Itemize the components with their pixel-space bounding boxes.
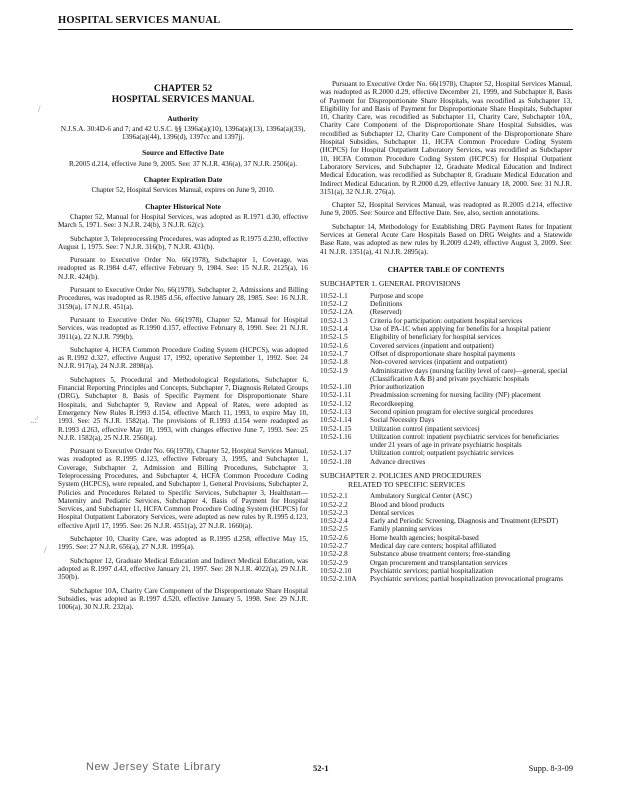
history-paragraph: Pursuant to Executive Order No. 66(1978), Chapter 52, Hospital Services Manual, was readopted as R.1995 d.123, effective February 3, 1995, and Subchapter 1, Coverage, Subchapter 2, Admission and Billing Procedures, Subchapter 3, Teleprocessing Procedures, and Subchapter 4, HCFA Common Procedure Coding System (HCPCS), were repealed, and Subchapter 1, General Provisions, Subchapter 2, Policies and Procedures Related to Specific Services, Subchapter 3, Healthstart—Maternity and Pediatric Services, Subchapter 4, Basis of Payment for Hospital Services, and Subchapter 11, HCFA Common Procedure Coding System (HCPCS) for Hospital Outpatient Laboratory Services, were adopted as new rules by R.1995 d.123, effective April 17, 1995. See: 26 N.J.R. 4551(a), 27 N.J.R. 1660(a). (58, 447, 308, 530)
toc-section-title: Social Necessity Days (370, 416, 435, 425)
toc-entry (320, 509, 572, 517)
toc-section-title: Criteria for participation: outpatient hospital services (370, 316, 523, 325)
history-heading: Chapter Historical Note (145, 201, 221, 211)
toc-section-number: 10:52-2.9 (320, 558, 348, 567)
toc-heading: CHAPTER TABLE OF CONTENTS (387, 264, 505, 274)
toc-entry (320, 501, 572, 509)
toc-section-title: Eligibility of beneficiary for hospital services (370, 333, 501, 342)
toc-section-title: Advance directives (370, 457, 426, 466)
toc-entry (320, 400, 572, 408)
toc-entry (320, 383, 572, 391)
margin-mark: / (38, 104, 41, 114)
toc-entry (320, 517, 572, 525)
toc-section-number: 10:52-2.4 (320, 517, 348, 526)
toc-entry (320, 408, 572, 416)
toc-section-number: 10:52-1.4 (320, 325, 348, 334)
toc-entry (320, 559, 572, 567)
toc-section-title: Administrative days (nursing facility level of care)—general, special (Classification A & B) and private psychiatric hospitals (370, 366, 568, 383)
history-paragraph: Subchapter 12, Graduate Medical Education and Indirect Medical Education, was adopted as R.1997 d.43, effective January 21, 1997. See: 28 N.J.R. 4022(a), 29 N.J.R. 350(b). (58, 556, 308, 582)
subchapter-title-continued: RELATED TO SPECIFIC SERVICES (348, 479, 466, 489)
subchapter-title: SUBCHAPTER 2. POLICIES AND PROCEDURES (320, 471, 482, 481)
toc-section-number: 10:52-1.8 (320, 358, 348, 367)
toc-section-title: Prior authorization (370, 383, 425, 392)
toc-section-number: 10:52-1.3 (320, 316, 348, 325)
toc-section-number: 10:52-1.2A (320, 308, 353, 317)
toc-entry (320, 449, 572, 457)
history-paragraph: Chapter 52, Manual for Hospital Services, was adopted as R.1971 d.30, effective March 5, 1971. See: 3 N.J.R. 24(b), 3 N.J.R. 62(c). (58, 212, 308, 230)
toc-section-title: Blood and blood products (370, 500, 445, 509)
toc-entry (320, 525, 572, 533)
toc-section-title: Home health agencies; hospital-based (370, 533, 479, 542)
toc-section-title: Second opinion program for elective surgical procedures (370, 407, 534, 416)
toc-section-title: Psychiatric services; partial hospitalization (370, 566, 494, 575)
history-paragraph: Subchapters 5, Procedural and Methodological Regulations, Subchapter 6, Financial Reporting Principles and Concepts, Subchapter 7, Diagnosis Related Groups (DRG), Subchapter 8, Basis of Specific Payment for Disproportionate Share Hospitals, and Subchapter 9, Review and Appeal of Rates, were adopted as Emergency New Rules R.1993 d.154, effective March 11, 1993, to expire May 10, 1993. See: 25 N.J.R. 1582(a). The provisions of R.1993 d.154 were readopted as R.1993 d.263, effective May 10, 1993, with changes effective June 7, 1993. See: 25 N.J.R. 1582(a), 25 N.J.R. 2560(a). (58, 375, 308, 442)
toc-section-number: 10:52-1.15 (320, 424, 352, 433)
toc-section-number: 10:52-2.8 (320, 550, 348, 559)
toc-section-title: (Reserved) (370, 308, 402, 317)
toc-section-number: 10:52-1.7 (320, 349, 348, 358)
toc-section-title: Covered services (inpatient and outpatient) (370, 341, 494, 350)
toc-section-number: 10:52-1.5 (320, 333, 348, 342)
toc-entry (320, 367, 572, 384)
toc-entry (320, 425, 572, 433)
toc-section-title: Utilization control: inpatient psychiatric services for beneficiaries under 21 years of age in private psychiatric hospitals (370, 432, 559, 450)
history-paragraph: Subchapter 10A, Charity Care Component of the Disproportionate Share Hospital Subsidies, was adopted as R.1997 d.520, effective January 5, 1998. See: 29 N.J.R. 1006(a), 30 N.J.R. 232(a). (58, 586, 308, 612)
toc-entry (320, 391, 572, 399)
toc-entry (320, 550, 572, 558)
toc-entry (320, 308, 572, 316)
library-stamp: New Jersey State Library (86, 761, 221, 773)
toc-section-number: 10:52-2.5 (320, 525, 348, 534)
toc-section-title: Family planning services (370, 525, 443, 534)
toc-entry (320, 300, 572, 308)
toc-section-number: 10:52-1.12 (320, 399, 352, 408)
toc-entry (320, 433, 572, 450)
toc-entry (320, 317, 572, 325)
page-number: 52-1 (313, 763, 329, 773)
toc-section-title: Preadmission screening for nursing facility (NF) placement (370, 391, 541, 400)
chapter-title: HOSPITAL SERVICES MANUAL (111, 95, 255, 106)
toc-entry (320, 534, 572, 542)
running-head: HOSPITAL SERVICES MANUAL (58, 15, 573, 30)
toc-section-number: 10:52-1.13 (320, 407, 352, 416)
toc-section-number: 10:52-2.10 (320, 566, 352, 575)
toc-section-number: 10:52-1.9 (320, 366, 348, 375)
toc-entry (320, 342, 572, 350)
toc-section-number: 10:52-1.6 (320, 341, 348, 350)
toc-section-title: Utilization control; outpatient psychiatric services (370, 449, 514, 458)
toc-section-title: Ambulatory Surgical Center (ASC) (370, 492, 472, 501)
section-heading: Chapter Expiration Date (143, 175, 223, 185)
toc-section-title: Offset of disproportionate share hospital payments (370, 349, 516, 358)
toc-section-number: 10:52-1.17 (320, 449, 352, 458)
toc-entry (320, 416, 572, 424)
toc-section-number: 10:52-2.6 (320, 533, 348, 542)
table-of-contents (320, 280, 572, 583)
supplement-date: Supp. 8-3-09 (528, 763, 573, 773)
toc-section-title: Utilization control (inpatient services) (370, 424, 480, 433)
toc-section-title: Substance abuse treatment centers; free-standing (370, 550, 511, 559)
toc-section-number: 10:52-2.2 (320, 500, 348, 509)
section-body: N.J.S.A. 30:4D-6 and 7; and 42 U.S.C. §§ 1396a(a)(10), 1396a(a)(13), 1396a(a)(33), 1396a(a)(44), 1396(d), 1397cc and 1397jj. (60, 124, 306, 142)
toc-section-title: Psychiatric services; partial hospitalization prevocational programs (370, 575, 564, 584)
toc-entry (320, 292, 572, 300)
margin-mark: ..:' (30, 415, 39, 425)
toc-entry (320, 350, 572, 358)
toc-entry (320, 333, 572, 341)
toc-section-title: Early and Periodic Screening, Diagnosis and Treatment (EPSDT) (370, 517, 559, 526)
toc-section-title: Use of PA-1C when applying for benefits for a hospital patient (370, 325, 551, 334)
toc-section-title: Non-covered services (inpatient and outpatient) (370, 358, 507, 367)
toc-section-number: 10:52-1.14 (320, 416, 352, 425)
section-heading: Authority (167, 113, 199, 123)
toc-section-title: Definitions (370, 300, 403, 309)
history-paragraph: Subchapter 14, Methodology for Establishing DRG Payment Rates for Inpatient Services at General Acute Care Hospitals Based on DRG Weights and a Statewide Base Rate, was adopted as new rules by R.2009 d.249, effective August 3, 2009. See: 41 N.J.R. 1351(a), 41 N.J.R. 2895(a). (320, 222, 572, 256)
toc-entry (320, 325, 572, 333)
toc-section-number: 10:52-2.1 (320, 492, 348, 501)
toc-section-number: 10:52-1.18 (320, 457, 352, 466)
toc-section-number: 10:52-1.1 (320, 291, 348, 300)
section-heading: Source and Effective Date (142, 148, 224, 158)
margin-mark: / (44, 545, 47, 555)
toc-entry (320, 458, 572, 466)
toc-entry (320, 358, 572, 366)
section-body: Chapter 52, Hospital Services Manual, expires on June 9, 2010. (91, 186, 275, 195)
toc-entry (320, 575, 572, 583)
toc-section-number: 10:52-1.10 (320, 383, 352, 392)
toc-section-number: 10:52-1.16 (320, 432, 352, 441)
subchapter-title: SUBCHAPTER 1. GENERAL PROVISIONS (320, 279, 461, 289)
right-column (320, 80, 572, 584)
toc-section-number: 10:52-2.3 (320, 508, 348, 517)
toc-section-title: Medical day care centers; hospital affiliated (370, 542, 496, 551)
chapter-number: CHAPTER 52 (153, 84, 213, 94)
history-paragraph: Pursuant to Executive Order No. 66(1978), Chapter 52, Manual for Hospital Services, was readopted as R.1990 d.157, effective February 8, 1990. See: 21 N.J.R. 3911(a), 22 N.J.R. 799(b). (58, 315, 308, 341)
toc-section-title: Dental services (370, 508, 415, 517)
toc-section-number: 10:52-1.11 (320, 391, 352, 400)
subchapter-heading (320, 280, 572, 289)
subchapter-heading (320, 472, 572, 489)
toc-entry (320, 492, 572, 500)
history-paragraph: Subchapter 4, HCFA Common Procedure Coding System (HCPCS), was adopted as R.1992 d.327, effective August 17, 1992, operative September 1, 1992. See: 24 N.J.R. 917(a), 24 N.J.R. 2898(a). (58, 345, 308, 371)
history-paragraph: Subchapter 10, Charity Care, was adopted as R.1995 d.258, effective May 15, 1995. See: 27 N.J.R. 656(a), 27 N.J.R. 1995(a). (58, 535, 308, 552)
left-column (58, 85, 308, 616)
history-paragraph: Pursuant to Executive Order No. 66(1978), Subchapter 1, Coverage, was readopted as R.1984 d.47, effective February 9, 1984. See: 15 N.J.R. 2125(a), 16 N.J.R. 424(b). (58, 256, 308, 281)
history-paragraph: Chapter 52, Hospital Services Manual, was readopted as R.2005 d.214, effective June 9, 2005. See: Source and Effective Date. See, also, section annotations. (320, 201, 572, 218)
history-paragraph: Pursuant to Executive Order No. 66(1978), Chapter 52, Hospital Services Manual, was readopted as R.2000 d.29, effective December 21, 1999, and Subchapter 8, Basis of Payment for Disproportionate Share Hospitals, was recodified as Subchapter 13, Eligibility for and Basis of Payment for Disproportionate Share Hospitals, Subchapter 10, Charity Care, was recodified as Subchapter 11, Charity Care, Subchapter 10A, Charity Care Component of the Disproportionate Share Hospital Subsidies, was recodified as Subchapter 12, Charity Care Component of the Disproportionate Share Hospital Subsidies, Subchapter 11, HCFA Common Procedure Coding System (HCPCS) for Hospital Outpatient Laboratory Services, was recodified as Subchapter 10, HCFA Common Procedure Coding System (HCPCS) for Hospital Outpatient Laboratory Services, and Subchapter 12, Graduate Medical Education and Indirect Medical Education, was recodified as Subchapter 8, Graduate Medical Education and Indirect Medical Education. by R.2000 d.29, effective January 18, 2000. See: 31 N.J.R. 3151(a), 32 N.J.R. 276(a). (320, 80, 572, 196)
toc-entry (320, 542, 572, 550)
toc-section-title: Purpose and scope (370, 291, 424, 300)
toc-section-number: 10:52-1.2 (320, 300, 348, 309)
history-paragraph: Pursuant to Executive Order No. 66(1978), Subchapter 2, Admissions and Billing Procedures, was readopted as R.1985 d.56, effective January 28, 1985. See: 16 N.J.R. 3159(a), 17 N.J.R. 451(a). (58, 286, 308, 311)
toc-entry (320, 567, 572, 575)
section-body: R.2005 d.214, effective June 9, 2005. See: 37 N.J.R. 436(a), 37 N.J.R. 2506(a). (68, 159, 298, 168)
toc-section-number: 10:52-2.10A (320, 575, 357, 584)
toc-section-title: Organ procurement and transplantation services (370, 558, 508, 567)
toc-section-title: Recordkeeping (370, 399, 414, 408)
history-paragraph: Subchapter 3, Telepreocessing Procedures, was adopted as R.1975 d.230, effective August 1, 1975. See: 7 N.J.R. 316(b), 7 N.J.R. 431(b). (58, 234, 308, 251)
toc-section-number: 10:52-2.7 (320, 542, 348, 551)
